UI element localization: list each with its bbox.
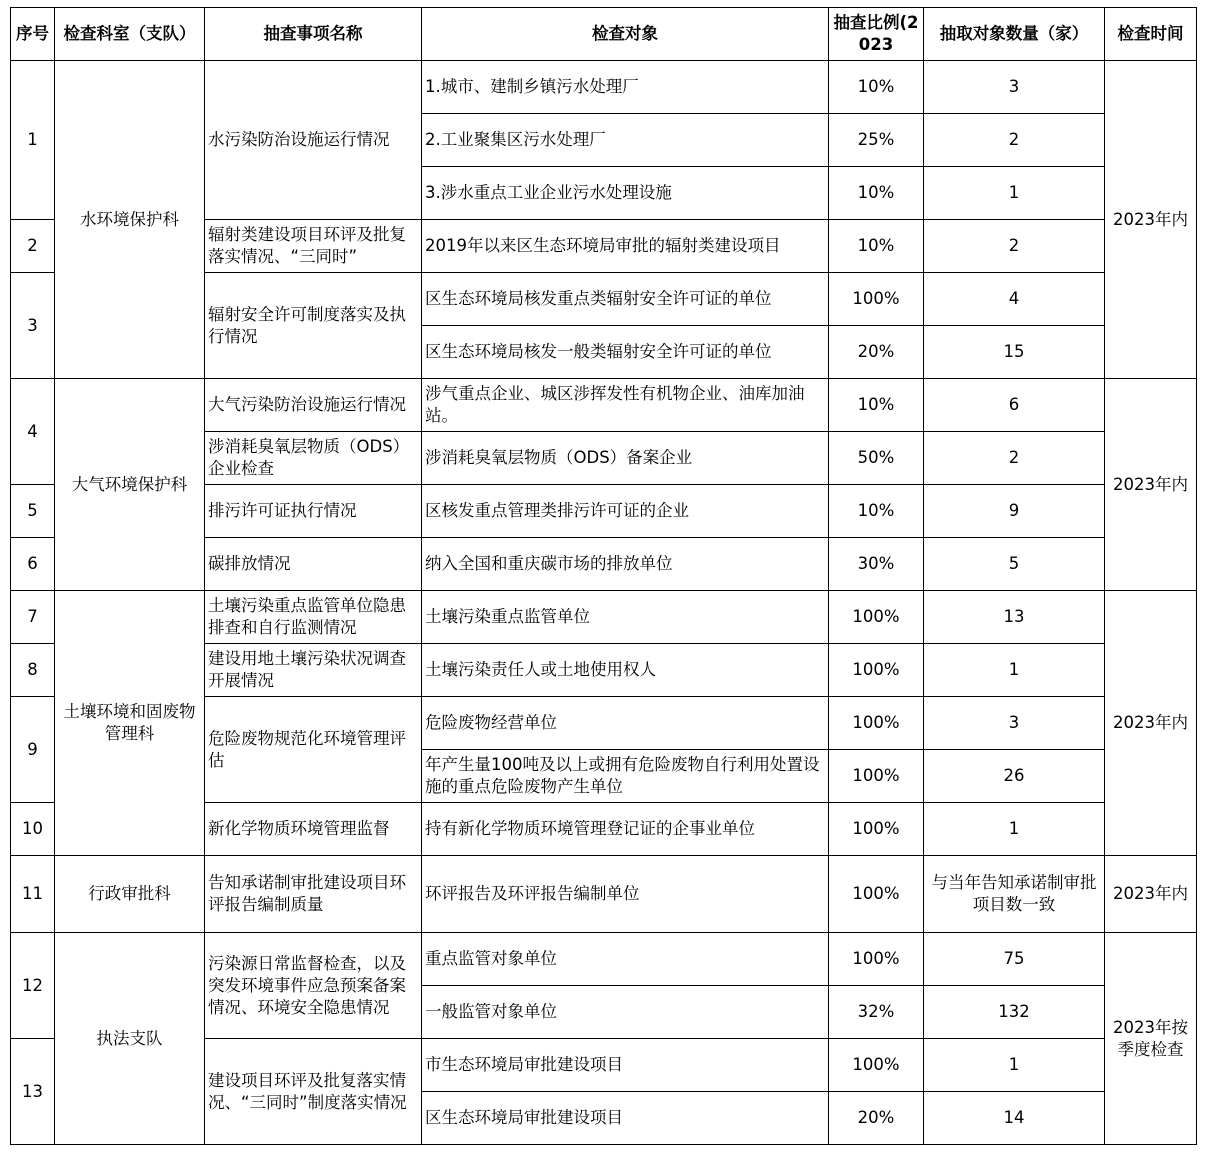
item-cell: 土壤污染重点监管单位隐患排查和自行监测情况 <box>205 591 422 644</box>
ratio-cell: 50% <box>829 432 924 485</box>
table-row <box>11 379 1197 432</box>
header-seq: 序号 <box>11 8 55 61</box>
seq-cell: 1 <box>11 61 55 220</box>
count-cell: 2 <box>924 220 1105 273</box>
count-cell: 9 <box>924 485 1105 538</box>
item-cell: 建设项目环评及批复落实情况、“三同时”制度落实情况 <box>205 1039 422 1145</box>
target-cell: 涉气重点企业、城区涉挥发性有机物企业、油库加油站。 <box>422 379 829 432</box>
ratio-cell: 32% <box>829 986 924 1039</box>
ratio-cell: 30% <box>829 538 924 591</box>
item-cell: 告知承诺制审批建设项目环评报告编制质量 <box>205 856 422 933</box>
count-cell: 3 <box>924 61 1105 114</box>
target-cell: 持有新化学物质环境管理登记证的企事业单位 <box>422 803 829 856</box>
target-cell: 涉消耗臭氧层物质（ODS）备案企业 <box>422 432 829 485</box>
count-cell: 15 <box>924 326 1105 379</box>
target-cell: 年产生量100吨及以上或拥有危险废物自行利用处置设施的重点危险废物产生单位 <box>422 750 829 803</box>
seq-cell: 11 <box>11 856 55 933</box>
ratio-cell: 10% <box>829 379 924 432</box>
count-cell: 2 <box>924 114 1105 167</box>
count-cell: 1 <box>924 803 1105 856</box>
target-cell: 危险废物经营单位 <box>422 697 829 750</box>
item-cell: 水污染防治设施运行情况 <box>205 61 422 220</box>
seq-cell: 8 <box>11 644 55 697</box>
target-cell: 区生态环境局核发一般类辐射安全许可证的单位 <box>422 326 829 379</box>
ratio-cell: 100% <box>829 591 924 644</box>
ratio-cell: 10% <box>829 61 924 114</box>
item-cell: 大气污染防治设施运行情况 <box>205 379 422 432</box>
table-row <box>11 61 1197 114</box>
item-cell: 涉消耗臭氧层物质（ODS）企业检查 <box>205 432 422 485</box>
count-cell: 1 <box>924 1039 1105 1092</box>
item-cell: 辐射类建设项目环评及批复落实情况、“三同时” <box>205 220 422 273</box>
count-cell: 13 <box>924 591 1105 644</box>
count-cell: 4 <box>924 273 1105 326</box>
count-cell: 75 <box>924 933 1105 986</box>
header-dept: 检查科室（支队） <box>55 8 205 61</box>
target-cell: 重点监管对象单位 <box>422 933 829 986</box>
seq-cell: 12 <box>11 933 55 1039</box>
ratio-cell: 10% <box>829 220 924 273</box>
count-cell: 26 <box>924 750 1105 803</box>
seq-cell: 2 <box>11 220 55 273</box>
time-cell: 2023年内 <box>1105 856 1197 933</box>
seq-cell: 3 <box>11 273 55 379</box>
count-cell: 14 <box>924 1092 1105 1145</box>
seq-cell: 9 <box>11 697 55 803</box>
item-cell: 建设用地土壤污染状况调查开展情况 <box>205 644 422 697</box>
dept-cell: 土壤环境和固废物管理科 <box>55 591 205 856</box>
target-cell: 1.城市、建制乡镇污水处理厂 <box>422 61 829 114</box>
time-cell: 2023年按季度检查 <box>1105 933 1197 1145</box>
header-target: 检查对象 <box>422 8 829 61</box>
table-row <box>11 933 1197 986</box>
target-cell: 一般监管对象单位 <box>422 986 829 1039</box>
ratio-cell: 100% <box>829 750 924 803</box>
time-cell: 2023年内 <box>1105 61 1197 379</box>
target-cell: 2019年以来区生态环境局审批的辐射类建设项目 <box>422 220 829 273</box>
ratio-cell: 100% <box>829 856 924 933</box>
seq-cell: 5 <box>11 485 55 538</box>
item-cell: 危险废物规范化环境管理评估 <box>205 697 422 803</box>
header-ratio: 抽查比例(2023 <box>829 8 924 61</box>
ratio-cell: 10% <box>829 485 924 538</box>
count-cell: 6 <box>924 379 1105 432</box>
time-cell: 2023年内 <box>1105 591 1197 856</box>
seq-cell: 7 <box>11 591 55 644</box>
ratio-cell: 20% <box>829 1092 924 1145</box>
target-cell: 区核发重点管理类排污许可证的企业 <box>422 485 829 538</box>
target-cell: 纳入全国和重庆碳市场的排放单位 <box>422 538 829 591</box>
target-cell: 区生态环境局核发重点类辐射安全许可证的单位 <box>422 273 829 326</box>
count-cell: 与当年告知承诺制审批项目数一致 <box>924 856 1105 933</box>
seq-cell: 6 <box>11 538 55 591</box>
dept-cell: 大气环境保护科 <box>55 379 205 591</box>
count-cell: 5 <box>924 538 1105 591</box>
count-cell: 3 <box>924 697 1105 750</box>
ratio-cell: 100% <box>829 644 924 697</box>
target-cell: 市生态环境局审批建设项目 <box>422 1039 829 1092</box>
count-cell: 132 <box>924 986 1105 1039</box>
dept-cell: 水环境保护科 <box>55 61 205 379</box>
item-cell: 污染源日常监督检查，以及突发环境事件应急预案备案情况、环境安全隐患情况 <box>205 933 422 1039</box>
count-cell: 2 <box>924 432 1105 485</box>
dept-cell: 行政审批科 <box>55 856 205 933</box>
ratio-cell: 20% <box>829 326 924 379</box>
seq-cell: 10 <box>11 803 55 856</box>
ratio-cell: 100% <box>829 933 924 986</box>
inspection-table <box>10 7 1197 1145</box>
ratio-cell: 100% <box>829 1039 924 1092</box>
header-row <box>11 8 1197 61</box>
header-item: 抽查事项名称 <box>205 8 422 61</box>
ratio-cell: 10% <box>829 167 924 220</box>
header-time: 检查时间 <box>1105 8 1197 61</box>
target-cell: 环评报告及环评报告编制单位 <box>422 856 829 933</box>
header-count: 抽取对象数量（家） <box>924 8 1105 61</box>
target-cell: 2.工业聚集区污水处理厂 <box>422 114 829 167</box>
count-cell: 1 <box>924 644 1105 697</box>
time-cell: 2023年内 <box>1105 379 1197 591</box>
table-row <box>11 856 1197 933</box>
target-cell: 区生态环境局审批建设项目 <box>422 1092 829 1145</box>
target-cell: 土壤污染责任人或土地使用权人 <box>422 644 829 697</box>
seq-cell: 4 <box>11 379 55 485</box>
target-cell: 3.涉水重点工业企业污水处理设施 <box>422 167 829 220</box>
item-cell: 排污许可证执行情况 <box>205 485 422 538</box>
count-cell: 1 <box>924 167 1105 220</box>
target-cell: 土壤污染重点监管单位 <box>422 591 829 644</box>
seq-cell: 13 <box>11 1039 55 1145</box>
item-cell: 碳排放情况 <box>205 538 422 591</box>
ratio-cell: 100% <box>829 803 924 856</box>
dept-cell: 执法支队 <box>55 933 205 1145</box>
table-row <box>11 591 1197 644</box>
ratio-cell: 100% <box>829 273 924 326</box>
ratio-cell: 25% <box>829 114 924 167</box>
ratio-cell: 100% <box>829 697 924 750</box>
item-cell: 辐射安全许可制度落实及执行情况 <box>205 273 422 379</box>
item-cell: 新化学物质环境管理监督 <box>205 803 422 856</box>
